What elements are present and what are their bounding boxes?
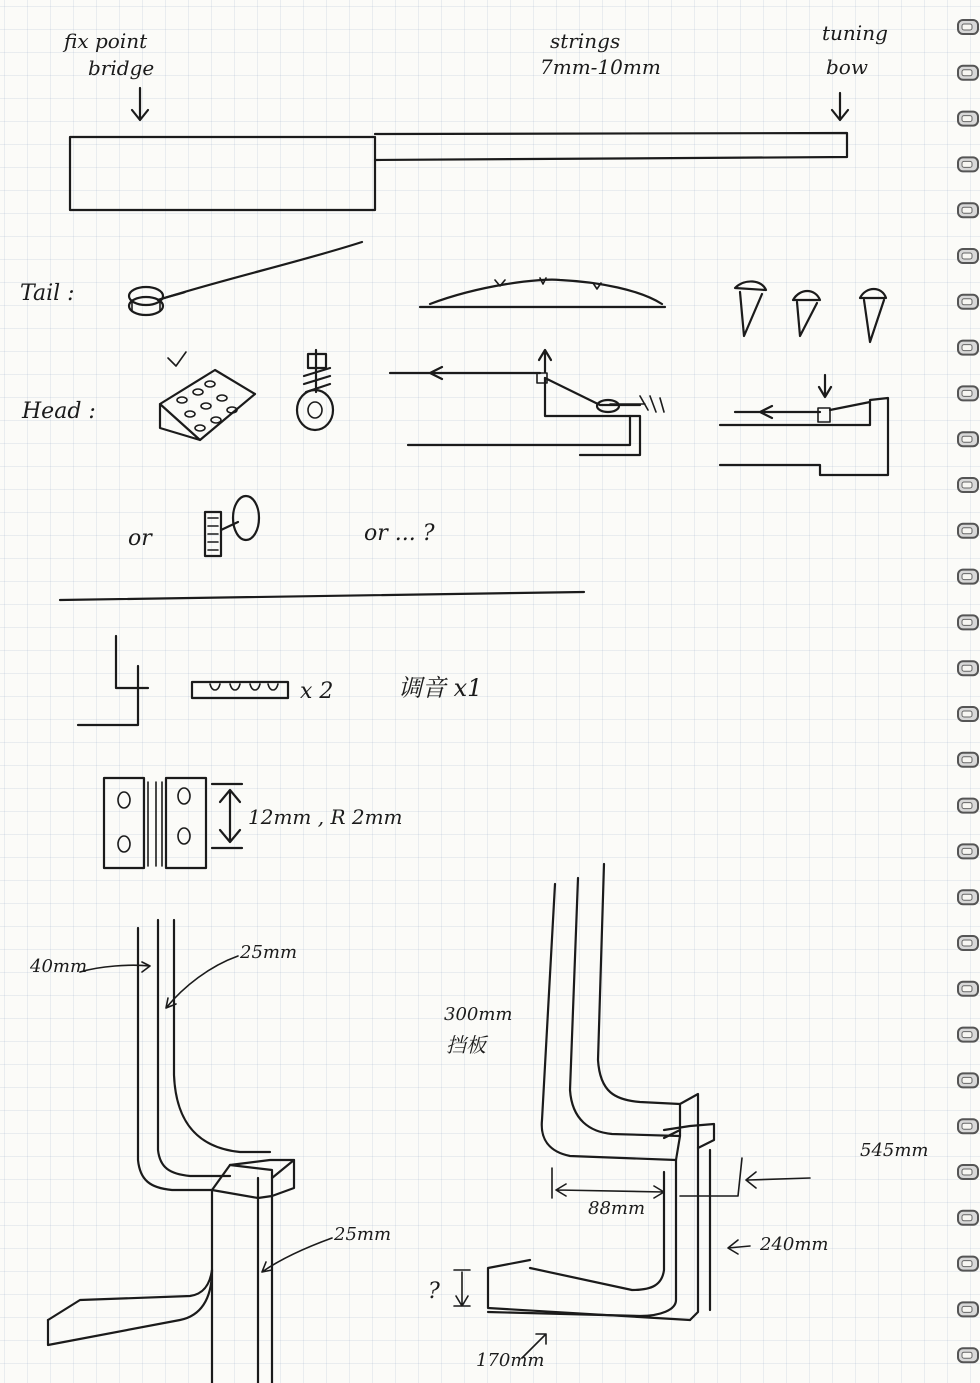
thumb-screw-sketch	[205, 496, 259, 556]
spiral-ring-hole	[962, 1123, 972, 1129]
spiral-ring-hole	[962, 253, 972, 259]
spiral-ring-hole	[962, 345, 972, 351]
dim-545-arrow	[680, 1158, 810, 1196]
dim-40-label: 40mm	[30, 956, 88, 977]
head-label: Head :	[22, 399, 96, 424]
bow-label: bow	[826, 55, 868, 79]
dim-240-label: 240mm	[760, 1234, 829, 1255]
spiral-ring-hole	[962, 848, 972, 854]
spiral-ring-hole	[962, 1352, 972, 1358]
spiral-ring-hole	[962, 299, 972, 305]
tuning-x1-label: 调音 x1	[398, 674, 483, 702]
dim-170-label: 170mm	[476, 1350, 545, 1371]
x2-label: x 2	[300, 679, 334, 704]
tail-sketch	[129, 242, 362, 315]
spiral-ring-hole	[962, 528, 972, 534]
head-plate-sketch	[160, 352, 255, 440]
fix-point-label: fix point	[64, 29, 148, 53]
dim-40-arrow	[80, 962, 150, 972]
dim-545-label: 545mm	[860, 1140, 929, 1161]
spiral-ring-hole	[962, 482, 972, 488]
spiral-ring-hole	[962, 757, 972, 763]
stand-sketch-left	[48, 920, 294, 1383]
spiral-ring-hole	[962, 940, 972, 946]
or-label-1: or	[128, 526, 152, 551]
instrument-side-view	[70, 88, 848, 210]
bridge-profile-sketch	[420, 278, 665, 307]
spiral-ring-hole	[962, 986, 972, 992]
strings-range-label: 7mm-10mm	[540, 55, 661, 79]
spiral-ring-hole	[962, 161, 972, 167]
dim-300-note: 挡板	[446, 1033, 486, 1057]
bridge-label: bridge	[88, 56, 155, 80]
l-bracket-sketch	[78, 636, 148, 725]
head-string-path-sketch	[390, 350, 664, 455]
strings-label: strings	[550, 29, 621, 53]
dim-240-arrow	[728, 1240, 750, 1254]
dim-25-top-label: 25mm	[240, 942, 298, 963]
dim-88-label: 88mm	[588, 1198, 646, 1219]
spiral-ring-hole	[962, 1169, 972, 1175]
spiral-ring-hole	[962, 1077, 972, 1083]
or-label-2: or ... ?	[364, 521, 435, 546]
eye-bolt-sketch	[297, 350, 333, 430]
spiral-ring-hole	[962, 24, 972, 30]
spiral-ring-hole	[962, 894, 972, 900]
spiral-ring-hole	[962, 207, 972, 213]
head-string-path-sketch-2	[720, 375, 888, 475]
tail-label: Tail :	[20, 281, 75, 306]
dim-25-side-label: 25mm	[334, 1224, 392, 1245]
tuning-label: tuning	[822, 21, 888, 45]
spiral-ring-hole	[962, 711, 972, 717]
spiral-ring-hole	[962, 1032, 972, 1038]
dim-300-label: 300mm	[444, 1004, 513, 1025]
stand-sketch-right	[488, 864, 714, 1320]
dim-q-label: ?	[428, 1279, 440, 1304]
spiral-ring-hole	[962, 1261, 972, 1267]
spiral-ring-hole	[962, 70, 972, 76]
section-divider	[60, 592, 584, 600]
spiral-ring-hole	[962, 619, 972, 625]
spiral-binding	[958, 20, 978, 1362]
spiral-ring-hole	[962, 1215, 972, 1221]
dim-q-line	[454, 1270, 470, 1306]
dim-25-top-arrow	[166, 956, 238, 1008]
hinge-dim-label: 12mm , R 2mm	[248, 805, 403, 829]
spiral-ring-hole	[962, 803, 972, 809]
hinge-sketch	[104, 778, 242, 868]
spiral-ring-hole	[962, 574, 972, 580]
pins-sketch	[735, 281, 886, 342]
spiral-ring-hole	[962, 1306, 972, 1312]
spiral-ring-hole	[962, 390, 972, 396]
spiral-ring-hole	[962, 436, 972, 442]
spiral-ring-hole	[962, 665, 972, 671]
grooved-bar-sketch	[192, 682, 288, 698]
spiral-ring-hole	[962, 116, 972, 122]
